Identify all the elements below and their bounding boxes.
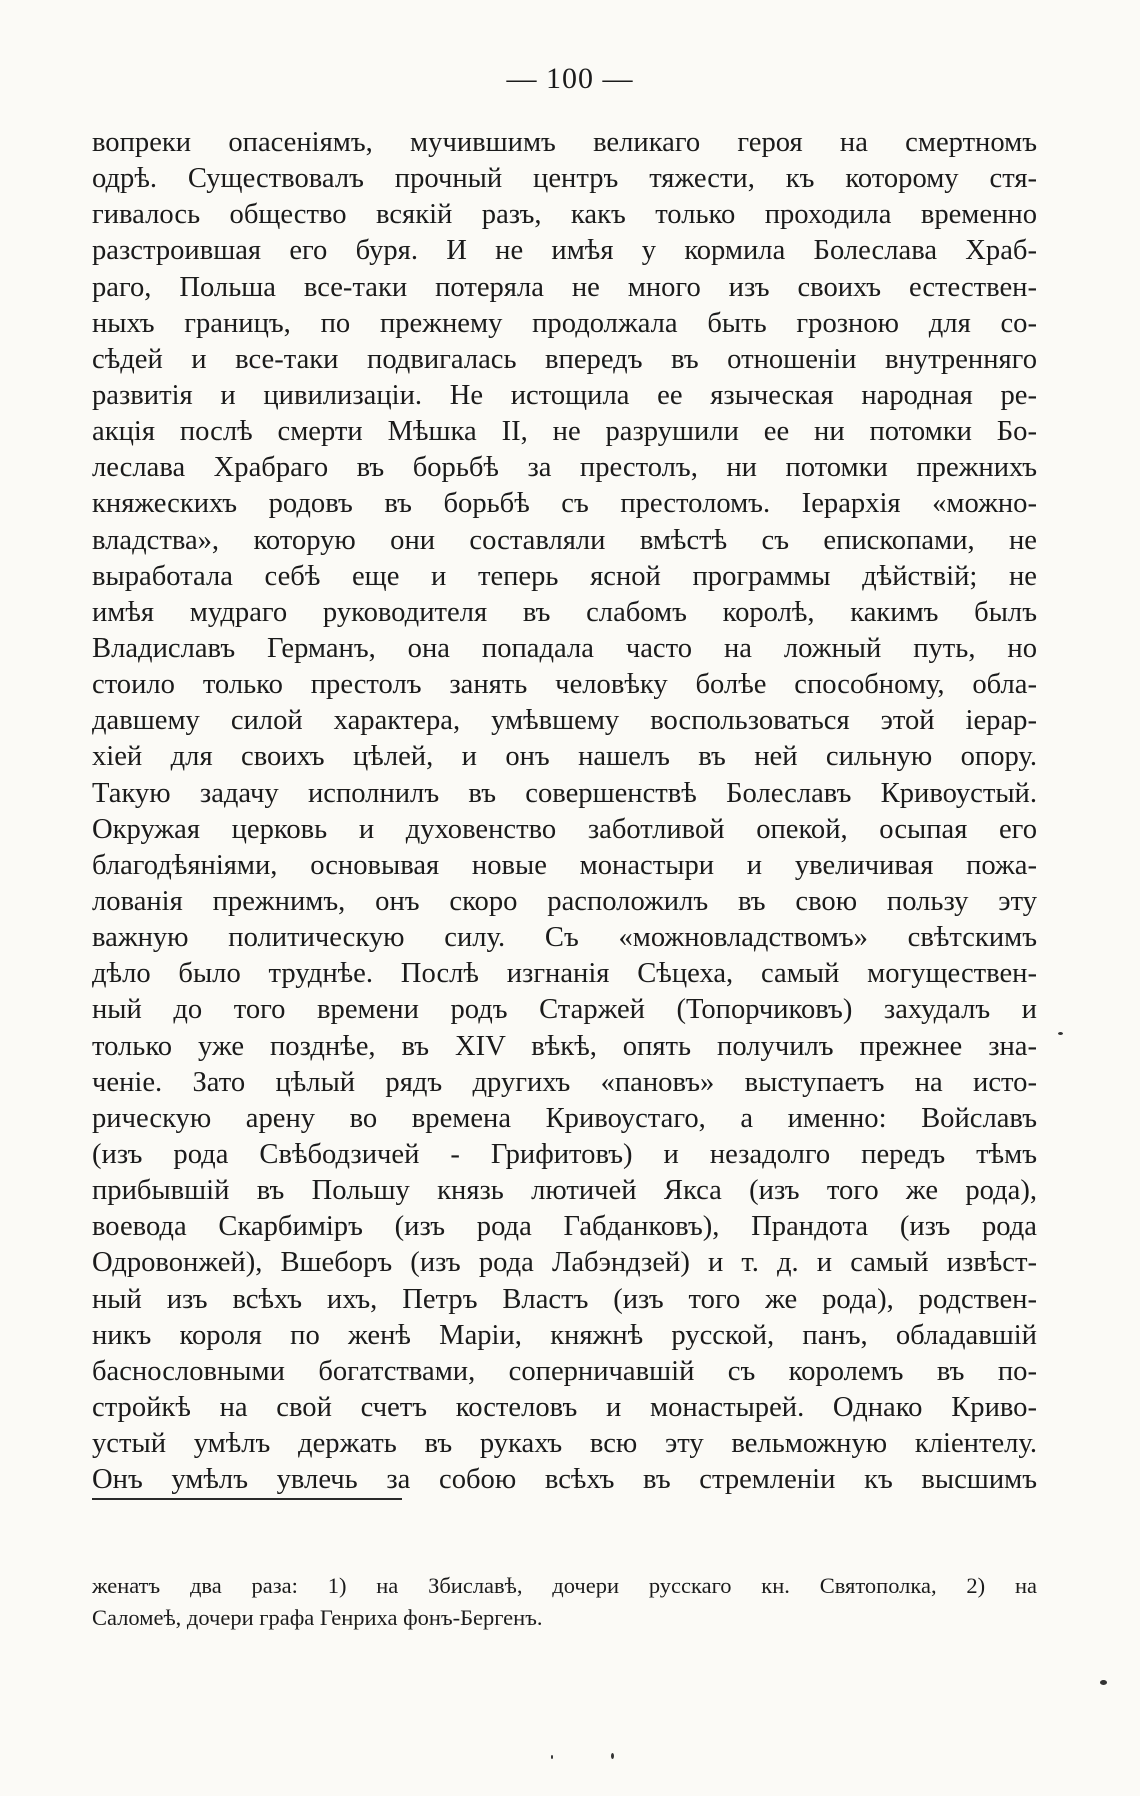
text-line: имѣя мудраго руководителя въ слабомъ королѣ, какимъ былъ bbox=[92, 596, 1037, 628]
text-line: гивалось общество всякій разъ, какъ только проходила временно bbox=[92, 199, 1037, 231]
text-line: никъ короля по женѣ Маріи, княжнѣ русской, панъ, обладавшій bbox=[92, 1319, 1037, 1351]
text-line: владства», которую они составляли вмѣстѣ съ епископами, не bbox=[92, 524, 1037, 556]
text-line: Онъ умѣлъ увлечь за собою всѣхъ въ стремленіи къ высшимъ bbox=[92, 1464, 1037, 1496]
text-line: сѣдей и все-таки подвигалась впередъ въ отношеніи внутренняго bbox=[92, 343, 1037, 375]
text-line: важную политическую силу. Съ «можновладствомъ» свѣтскимъ bbox=[92, 922, 1037, 954]
text-line: воевода Скарбиміръ (изъ рода Габданковъ), Прандота (изъ рода bbox=[92, 1211, 1037, 1243]
text-line: (изъ рода Свѣбодзичей - Грифитовъ) и незадолго передъ тѣмъ bbox=[92, 1138, 1037, 1170]
footnote-divider bbox=[92, 1498, 402, 1500]
text-line: Владиславъ Германъ, она попадала часто на ложный путь, но bbox=[92, 632, 1037, 664]
text-line: акція послѣ смерти Мѣшка II, не разрушили ее ни потомки Бо- bbox=[92, 416, 1037, 448]
text-line: лованія прежнимъ, онъ скоро расположилъ въ свою пользу эту bbox=[92, 885, 1037, 917]
text-line: развитія и цивилизаціи. Не истощила ее языческая народная ре- bbox=[92, 379, 1037, 411]
ink-speck bbox=[1100, 1680, 1107, 1685]
text-line: только уже позднѣе, въ XIV вѣкѣ, опять получилъ прежнее зна- bbox=[92, 1030, 1037, 1062]
footnote bbox=[92, 1570, 1037, 1634]
text-line: княжескихъ родовъ въ борьбѣ съ престоломъ. Іерархія «можно- bbox=[92, 488, 1037, 520]
footnote-line: женатъ два раза: 1) на Збиславѣ, дочери русскаго кн. Святополка, 2) на bbox=[92, 1573, 1037, 1598]
text-line: Такую задачу исполнилъ въ совершенствѣ Болеславъ Кривоустый. bbox=[92, 777, 1037, 809]
ink-speck bbox=[551, 1755, 553, 1759]
text-line: Окружая церковь и духовенство заботливой опекой, осыпая его bbox=[92, 813, 1037, 845]
page-number: — 100 — bbox=[506, 62, 634, 95]
ink-speck bbox=[611, 1753, 614, 1759]
text-line: разстроившая его буря. И не имѣя у кормила Болеслава Храб- bbox=[92, 235, 1037, 267]
text-line: благодѣяніями, основывая новые монастыри и увеличивая пожа- bbox=[92, 849, 1037, 881]
text-line: ныхъ границъ, по прежнему продолжала быть грозною для со- bbox=[92, 307, 1037, 339]
text-line: леслава Храбраго въ борьбѣ за престолъ, ни потомки прежнихъ bbox=[92, 452, 1037, 484]
text-line: прибывшій въ Польшу князь лютичей Якса (изъ того же рода), bbox=[92, 1175, 1037, 1207]
ink-speck bbox=[1058, 1032, 1063, 1035]
text-line: стройкѣ на свой счетъ костеловъ и монастырей. Однако Криво- bbox=[92, 1391, 1037, 1423]
text-line: баснословными богатствами, соперничавшій съ королемъ въ по- bbox=[92, 1355, 1037, 1387]
text-line: ченіе. Зато цѣлый рядъ другихъ «пановъ» выступаетъ на исто- bbox=[92, 1066, 1037, 1098]
text-line: рическую арену во времена Кривоустаго, а именно: Войславъ bbox=[92, 1102, 1037, 1134]
footnote-line: Саломеѣ, дочери графа Генриха фонъ-Бергенъ. bbox=[92, 1605, 543, 1630]
text-line: вопреки опасеніямъ, мучившимъ великаго героя на смертномъ bbox=[92, 127, 1037, 158]
body-text bbox=[92, 125, 1037, 1498]
text-line: дѣло было труднѣе. Послѣ изгнанія Сѣцеха, самый могуществен- bbox=[92, 958, 1037, 990]
text-line: выработала себѣ еще и теперь ясной программы дѣйствій; не bbox=[92, 560, 1037, 592]
text-line: одрѣ. Существовалъ прочный центръ тяжести, къ которому стя- bbox=[92, 163, 1037, 195]
text-line: Одровонжей), Вшеборъ (изъ рода Лабэндзей) и т. д. и самый извѣст- bbox=[92, 1247, 1037, 1279]
text-line: ный изъ всѣхъ ихъ, Петръ Властъ (изъ того же рода), родствен- bbox=[92, 1283, 1037, 1315]
text-line: давшему силой характера, умѣвшему воспользоваться этой іерар- bbox=[92, 705, 1037, 737]
text-line: устый умѣлъ держать въ рукахъ всю эту вельможную кліентелу. bbox=[92, 1428, 1037, 1460]
text-line: раго, Польша все-таки потеряла не много изъ своихъ естествен- bbox=[92, 271, 1037, 303]
text-line: ный до того времени родъ Старжей (Топорчиковъ) захудалъ и bbox=[92, 994, 1037, 1026]
text-line: хіей для своихъ цѣлей, и онъ нашелъ въ ней сильную опору. bbox=[92, 741, 1037, 773]
text-line: стоило только престолъ занять человѣку болѣе способному, обла- bbox=[92, 669, 1037, 701]
